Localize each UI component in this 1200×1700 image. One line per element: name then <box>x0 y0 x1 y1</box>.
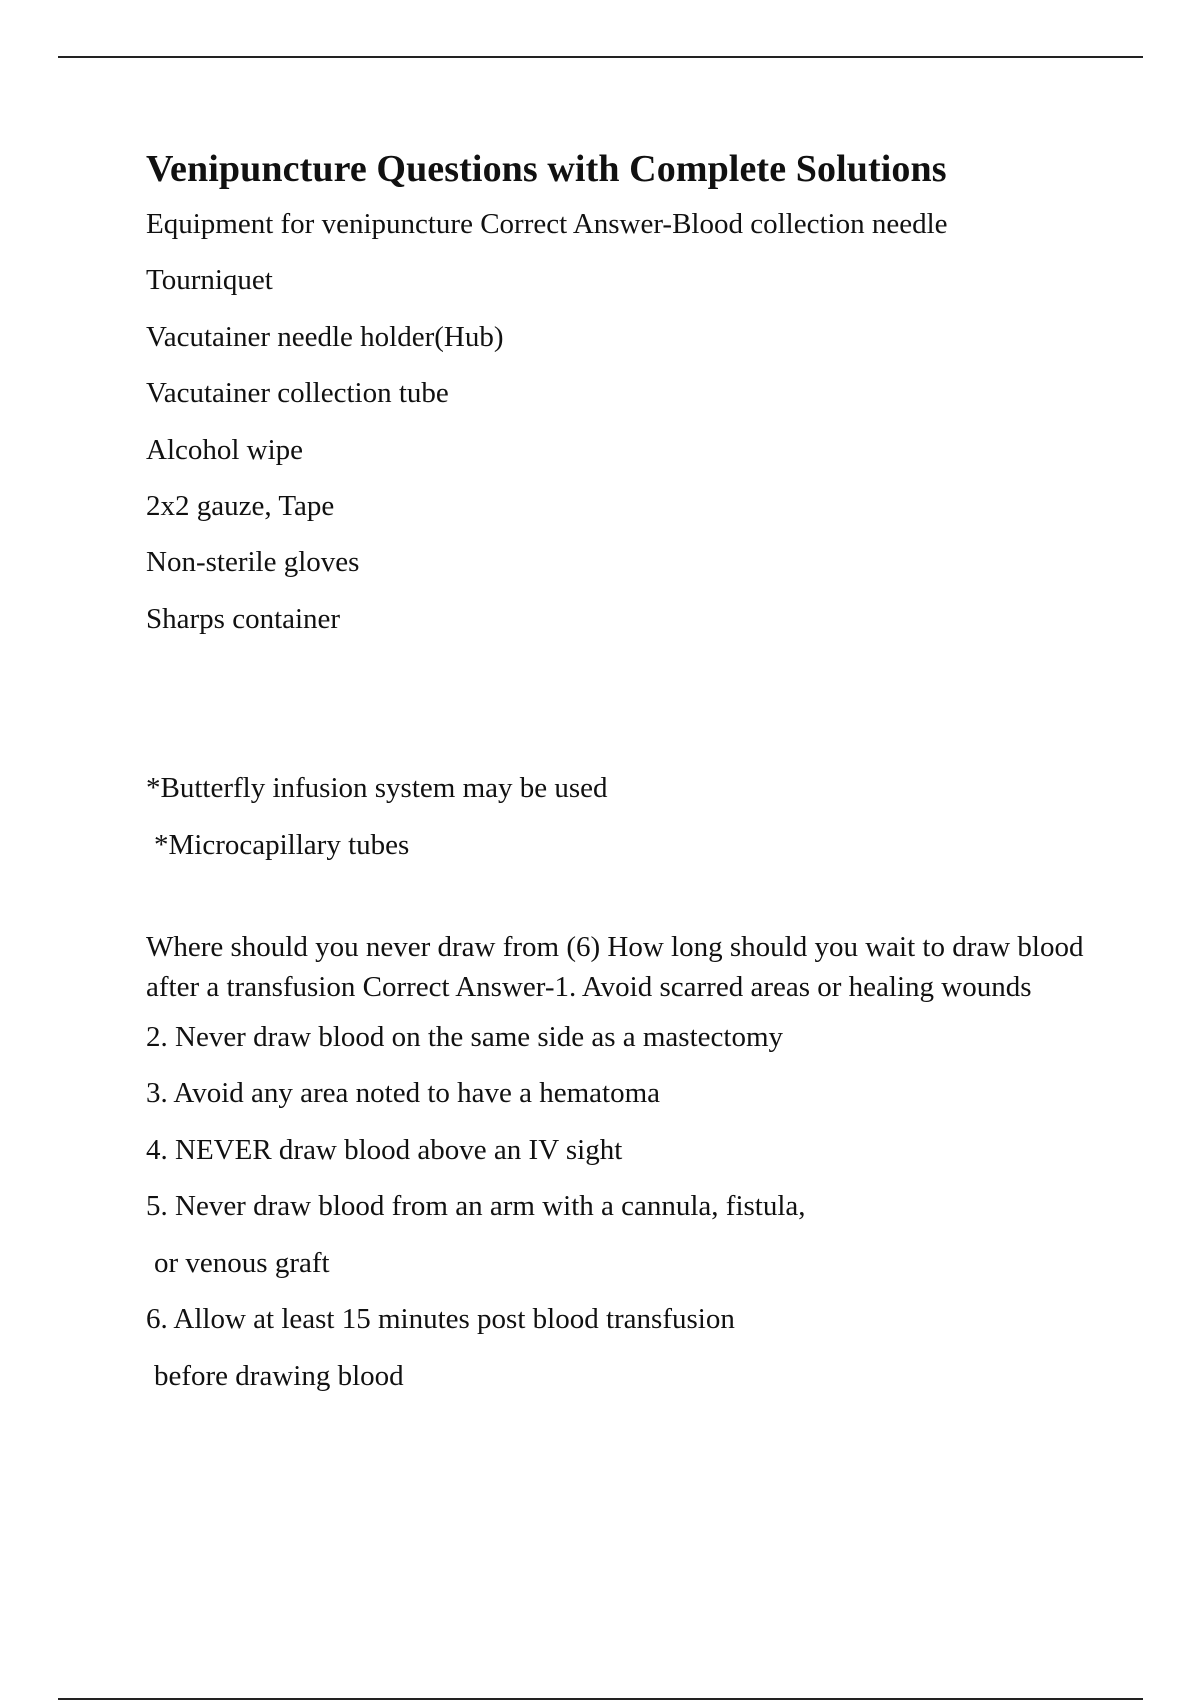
header-rule <box>58 56 1143 58</box>
spacer <box>146 647 1086 760</box>
question-1 <box>146 196 1086 873</box>
q2-line: 6. Allow at least 15 minutes post blood transfusion <box>146 1303 735 1336</box>
q1-line: Non-sterile gloves <box>146 546 360 579</box>
spacer <box>146 873 1086 911</box>
q1-line: Sharps container <box>146 602 341 635</box>
q2-question: Where should you never draw from (6) How long should you wait to draw blood after a transfusion Correct Answer-1. Avoid scarred areas or healing wounds <box>146 931 1084 1004</box>
question-2 <box>146 927 1086 1404</box>
q2-line: 5. Never draw blood from an arm with a cannula, fistula, <box>146 1190 806 1223</box>
q1-note: *Microcapillary tubes <box>154 828 410 861</box>
q1-line: Tourniquet <box>146 264 273 297</box>
q1-note: *Butterfly infusion system may be used <box>146 772 608 805</box>
q2-line: 3. Avoid any area noted to have a hematoma <box>146 1077 661 1110</box>
document-body <box>146 142 1086 1404</box>
q1-line: Equipment for venipuncture Correct Answer-Blood collection needle <box>146 208 948 240</box>
q1-line: Alcohol wipe <box>146 433 304 466</box>
document-title: Venipuncture Questions with Complete Solutions <box>146 148 947 190</box>
q1-line: Vacutainer collection tube <box>146 377 449 410</box>
q2-line: or venous graft <box>154 1246 330 1279</box>
q2-line: before drawing blood <box>154 1359 404 1392</box>
q1-line: Vacutainer needle holder(Hub) <box>146 320 504 353</box>
q1-line: 2x2 gauze, Tape <box>146 490 335 523</box>
q2-line: 4. NEVER draw blood above an IV sight <box>146 1133 623 1166</box>
q2-line: 2. Never draw blood on the same side as a mastectomy <box>146 1021 784 1054</box>
